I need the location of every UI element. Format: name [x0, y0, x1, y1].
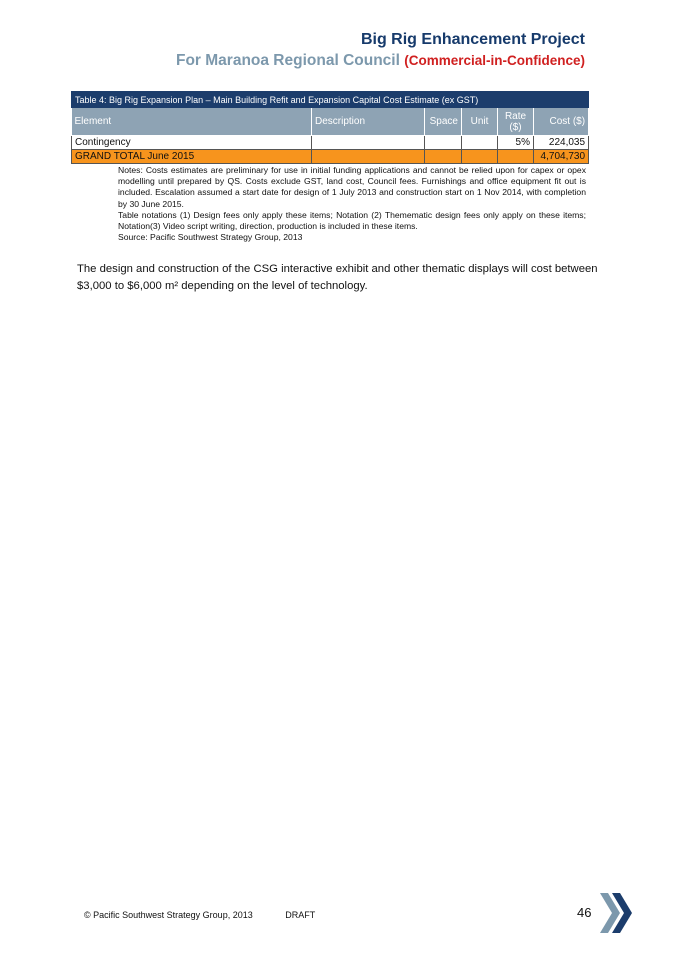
- column-header-cost: Cost ($): [534, 108, 589, 136]
- project-title: Big Rig Enhancement Project: [360, 31, 585, 48]
- notations-paragraph: Table notations (1) Design fees only apply these items; Notation (2) Themematic design fees only apply on these items; Notation(3) Video script writing, direction, production is included in these items.: [118, 209, 586, 232]
- page-header: [176, 30, 585, 72]
- confidentiality-label: Commercial-in-Confidence: [408, 53, 581, 68]
- grand-total-row: [72, 150, 589, 164]
- column-header-unit: Unit: [462, 108, 498, 136]
- cell-space: [425, 150, 462, 164]
- source-line: Source: Pacific Southwest Strategy Group, 2013: [118, 232, 303, 243]
- rate-header-line1: Rate: [504, 110, 527, 122]
- table-caption-row: [72, 92, 589, 108]
- body-paragraph: The design and construction of the CSG interactive exhibit and other thematic displays will cost between $3,000 to $6,000 m² depending on the level of technology.: [77, 263, 598, 292]
- notes-paragraph: Notes: Costs estimates are preliminary for use in initial funding applications and cannot be relied upon for capex or opex modelling until prepared by QS. Costs exclude GST, land cost, Council fees. Furnishings and office equipment fit out is included. Escalation assumed a start date for design of 1 July 2013 and construction start on 1 Nov 2014, with completion by 30 June 2015.: [118, 165, 586, 209]
- footer-copyright: © Pacific Southwest Strategy Group, 2013: [84, 910, 253, 920]
- column-header-element: Element: [72, 108, 312, 136]
- cell-description: [312, 150, 425, 164]
- rate-header-line2: ($): [509, 121, 522, 133]
- page-footer: [84, 910, 345, 920]
- cell-element: Contingency: [72, 136, 312, 150]
- cell-unit: [462, 136, 498, 150]
- cell-cost: 224,035: [534, 136, 589, 150]
- table-notes: [118, 165, 586, 243]
- table-row: [72, 136, 589, 150]
- cell-element: GRAND TOTAL June 2015: [72, 150, 312, 164]
- table-caption: Table 4: Big Rig Expansion Plan – Main Building Refit and Expansion Capital Cost Estimate (ex GST): [72, 92, 589, 108]
- table-header-row: [72, 108, 589, 136]
- double-chevron-right-icon: [598, 892, 634, 934]
- cell-rate: [498, 150, 534, 164]
- council-name: For Maranoa Regional Council: [175, 52, 400, 69]
- page-number: 46: [577, 905, 592, 920]
- footer-draft-label: DRAFT: [285, 910, 316, 920]
- cell-rate: 5%: [498, 136, 534, 150]
- cell-cost: 4,704,730: [534, 150, 589, 164]
- column-header-rate: [498, 108, 534, 136]
- cell-space: [425, 136, 462, 150]
- column-header-space: Space: [425, 108, 462, 136]
- column-header-description: Description: [312, 108, 425, 136]
- cell-description: [312, 136, 425, 150]
- cost-estimate-table: [71, 91, 589, 164]
- council-subtitle: For Maranoa Regional Council (Commercial-in-Confidence): [175, 52, 585, 69]
- cell-unit: [462, 150, 498, 164]
